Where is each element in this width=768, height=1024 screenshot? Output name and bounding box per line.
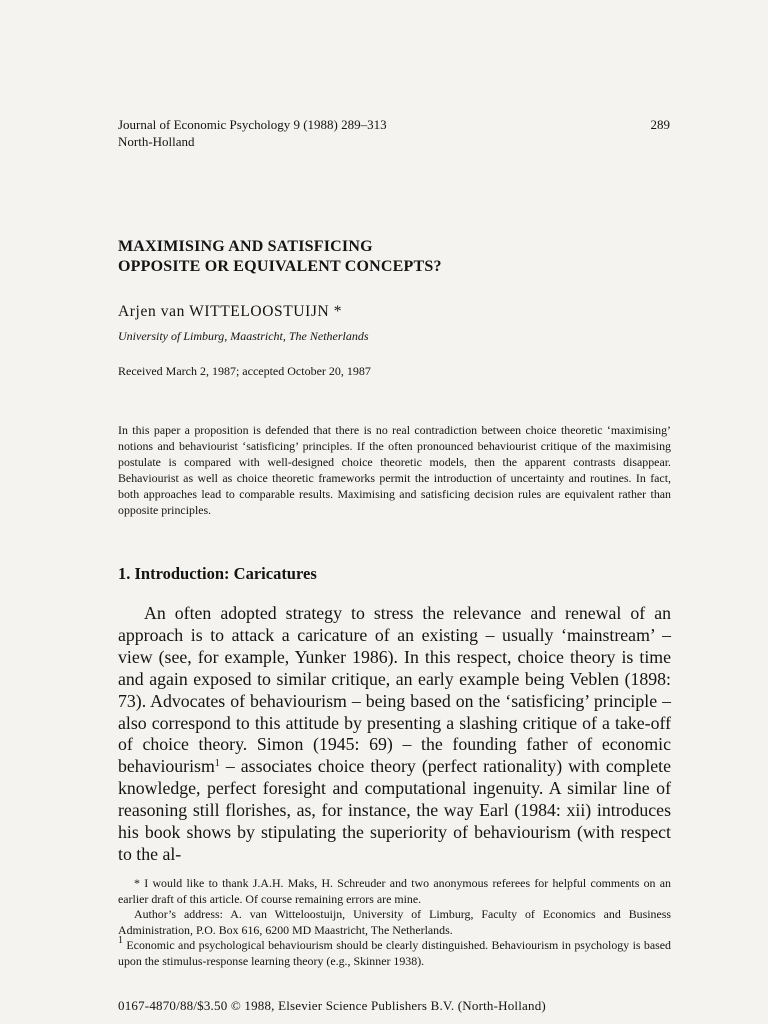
author-affiliation: University of Limburg, Maastricht, The Netherlands	[118, 329, 369, 343]
footnote-ref-1[interactable]: 1	[214, 758, 220, 770]
journal-header	[118, 116, 538, 150]
journal-citation: Journal of Economic Psychology 9 (1988) 289–313	[118, 117, 387, 132]
page-number: 289	[650, 117, 670, 132]
title-line-1: MAXIMISING AND SATISFICING	[118, 238, 373, 255]
title-line-2: OPPOSITE OR EQUIVALENT CONCEPTS?	[118, 258, 442, 275]
author-name: Arjen van WITTELOOSTUIJN *	[118, 303, 343, 320]
abstract-text: In this paper a proposition is defended that there is no real contradiction between choice theoretic ‘maximising’ notions and behaviourist ‘satisficing’ principles. If the often pronounced behaviourist critique of the maximising postulate is compared with well-designed choice theoretic models, then the apparent contrasts disappear. Behaviourist as well as choice theoretic frameworks permit the introduction of uncertainty and routines. In fact, both approaches lead to comparable results. Maximising and satisficing decision rules are equivalent rather than opposite principles.	[118, 423, 671, 518]
paper-title	[118, 237, 442, 277]
footnote-1-text: Economic and psychological behaviourism should be clearly distinguished. Behaviourism in psychology is based upon the stimulus-response learning theory (e.g., Skinner 1938).	[118, 938, 671, 968]
body-text-part-2: – associates choice theory (perfect rationality) with complete knowledge, perfect foresight and computational ingenuity. A similar line of reasoning still florishes, as, for instance, the way Earl (1984: xii) introduces his book shows by stipulating the superiority of behaviourism (with respect to the al-	[118, 756, 671, 864]
footnote-1-marker: 1	[118, 935, 123, 947]
publisher: North-Holland	[118, 134, 195, 149]
section-heading: 1. Introduction: Caricatures	[118, 564, 317, 583]
body-paragraph	[118, 603, 671, 866]
body-text-part-1: An often adopted strategy to stress the relevance and renewal of an approach is to attack a caricature of an existing – usually ‘mainstream’ – view (see, for example, Yunker 1986). In this respect, choice theory is time and again exposed to similar critique, an early example being Veblen (1898: 73). Advocates of behaviourism – being based on the ‘satisficing’ principle – also correspond to this attitude by presenting a slashing critique of a take-off of choice theory. Simon (1945: 69) – the founding father of economic behaviourism	[118, 603, 671, 777]
copyright-footer: 0167-4870/88/$3.50 © 1988, Elsevier Science Publishers B.V. (North-Holland)	[118, 998, 546, 1013]
footnote-thanks: * I would like to thank J.A.H. Maks, H. Schreuder and two anonymous referees for helpful comments on an earlier draft of this article. Of course remaining errors are mine.	[118, 876, 671, 906]
received-dates: Received March 2, 1987; accepted October 20, 1987	[118, 364, 371, 378]
footnotes	[118, 876, 671, 970]
footnote-address: Author’s address: A. van Witteloostuijn, University of Limburg, Faculty of Economics and Business Administration, P.O. Box 616, 6200 MD Maastricht, The Netherlands.	[118, 907, 671, 937]
abstract	[118, 422, 671, 519]
